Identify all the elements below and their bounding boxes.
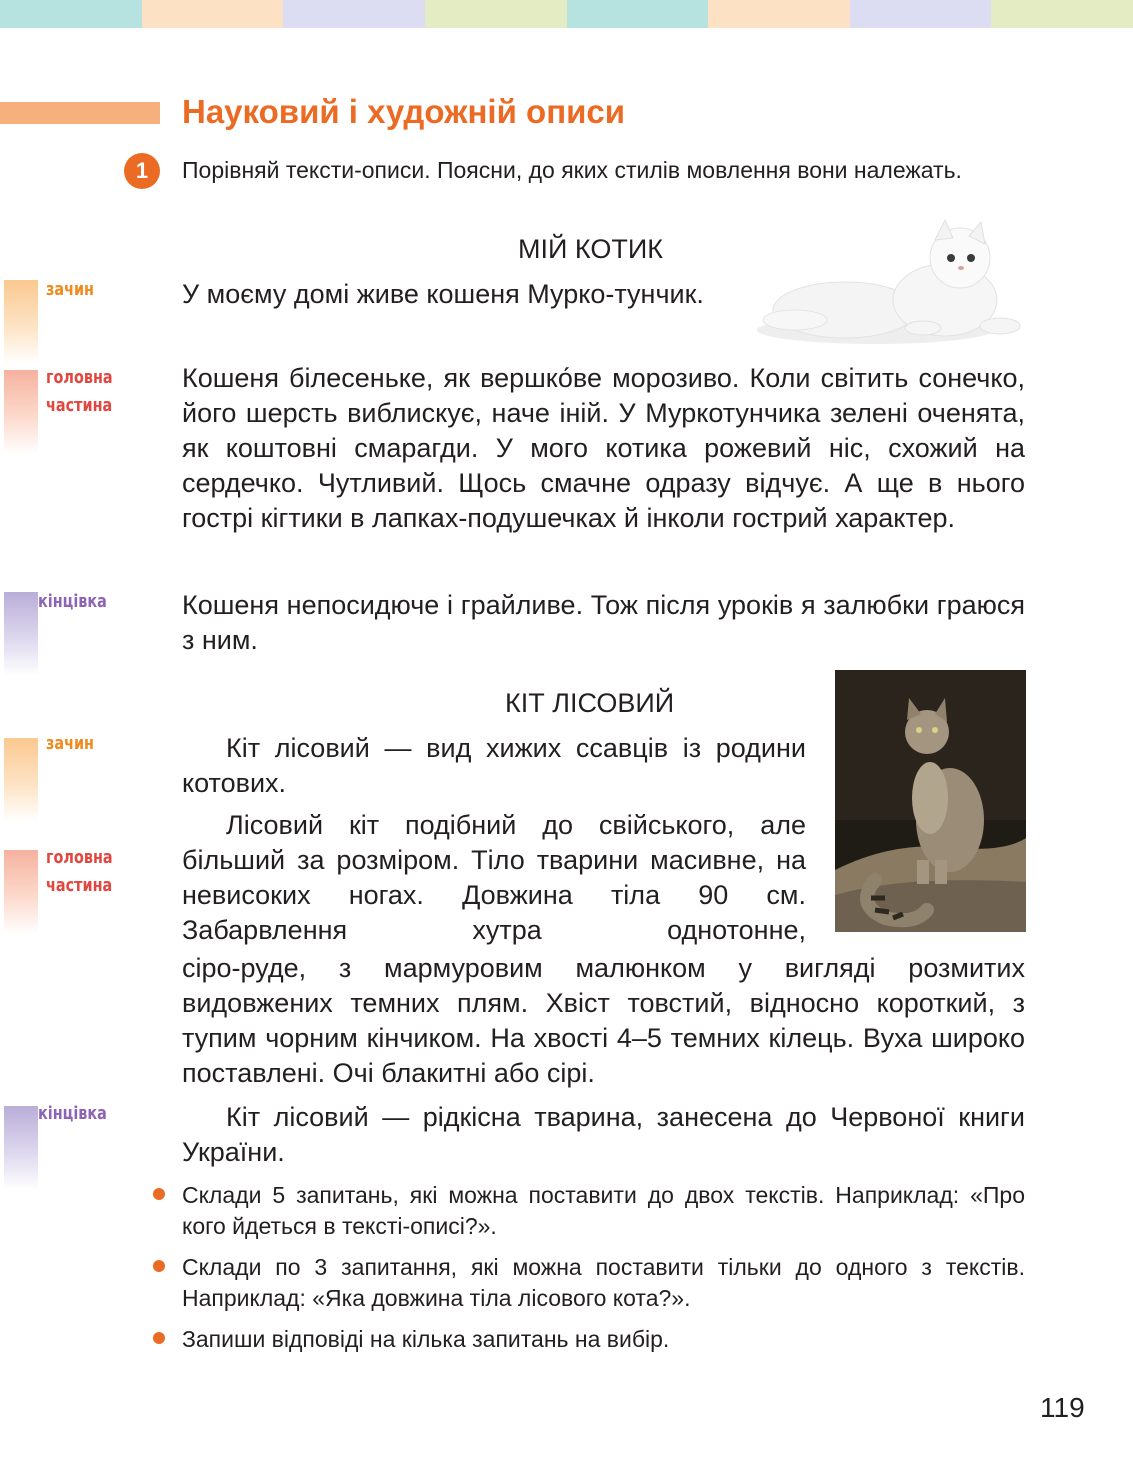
stripe-8 bbox=[991, 0, 1133, 28]
stripe-7 bbox=[850, 0, 992, 28]
text2-ending: Кіт лісовий — рідкісна тварина, занесена до Червоної книги України. bbox=[182, 1102, 1025, 1167]
stripe-4 bbox=[425, 0, 567, 28]
label-ending-1: кінцівка bbox=[38, 591, 107, 612]
text1-intro: У моєму домі живе кошеня Мурко-тунчик. bbox=[182, 279, 704, 309]
bullet-text-2: Склади по 3 запитання, які можна поставити тільки до одного з текстів. Наприклад: «Яка довжина тіла лісового кота?». bbox=[182, 1254, 1025, 1311]
text2-heading: КІТ ЛІСОВИЙ bbox=[505, 688, 675, 718]
text1-heading: МІЙ КОТИК bbox=[518, 234, 663, 264]
wild-cat-image bbox=[835, 670, 1026, 932]
text2-main-part1: Лісовий кіт подібний до свійського, але більший за розміром. Тіло тварини масивне, на невисоких ногах. Довжина тіла 90 см. Забарвлення хутра однотонне, bbox=[182, 810, 806, 945]
white-cat-image bbox=[755, 218, 1025, 346]
label-bar-intro-2 bbox=[4, 738, 38, 822]
text1-main: Кошеня білесеньке, як вершко́ве морозиво. Коли світить сонечко, його шерсть виблискує, наче іній. У Муркотунчика зелені оченята, як коштовні смарагди. У мого котика рожевий ніс, схожий на сердечко. Чутливий. Щось смачне одразу відчує. А ще в нього гострі кігтики в лапках-подушечках й інколи гострий характер. bbox=[182, 363, 1025, 533]
label-bar-ending-1 bbox=[4, 592, 38, 676]
text2-intro: Кіт лісовий — вид хижих ссавців із родини котових. bbox=[182, 733, 806, 798]
label-intro-2: зачин bbox=[46, 733, 95, 754]
label-bar-main-2 bbox=[4, 850, 38, 934]
text1-ending: Кошеня непосидюче і грайливе. Тож після уроків я залюбки граюся з ним. bbox=[182, 590, 1025, 655]
bullet-dot-1 bbox=[153, 1188, 165, 1200]
title-accent-bar bbox=[0, 102, 160, 124]
bullet-dot-3 bbox=[153, 1332, 165, 1344]
stripe-3 bbox=[283, 0, 425, 28]
bullet-dot-2 bbox=[153, 1260, 165, 1272]
stripe-5 bbox=[567, 0, 709, 28]
stripe-2 bbox=[142, 0, 284, 28]
bullet-text-1: Склади 5 запитань, які можна поставити до двох текстів. Наприклад: «Про кого йдеться в тексті-описі?». bbox=[182, 1182, 1025, 1239]
text2-main-part2: сіро-руде, з мармуровим малюнком у вигляді розмитих видовжених темних плям. Хвіст товстий, відносно короткий, з тупим чорним кінчиком. На хвості 4–5 темних кілець. Вуха широко поставлені. Очі блакитні або сірі. bbox=[182, 953, 1025, 1088]
label-bar-main-1 bbox=[4, 370, 38, 454]
page-number: 119 bbox=[1040, 1392, 1085, 1423]
label-ending-2: кінцівка bbox=[38, 1103, 107, 1124]
label-main-1a: головна bbox=[46, 367, 113, 388]
label-intro-1: зачин bbox=[46, 279, 95, 300]
label-main-2b: частина bbox=[46, 875, 113, 896]
label-bar-intro-1 bbox=[4, 280, 38, 364]
label-main-1b: частина bbox=[46, 395, 113, 416]
stripe-1 bbox=[0, 0, 142, 28]
stripe-6 bbox=[708, 0, 850, 28]
bullet-text-3: Запиши відповіді на кілька запитань на вибір. bbox=[182, 1326, 670, 1352]
page-title: Науковий і художній описи bbox=[182, 93, 626, 130]
label-main-2a: головна bbox=[46, 847, 113, 868]
label-bar-ending-2 bbox=[4, 1106, 38, 1190]
task-number-badge: 1 bbox=[124, 153, 160, 189]
top-color-stripes bbox=[0, 0, 1133, 28]
task-instruction: Порівняй тексти-описи. Поясни, до яких стилів мовлення вони належать. bbox=[182, 157, 962, 183]
